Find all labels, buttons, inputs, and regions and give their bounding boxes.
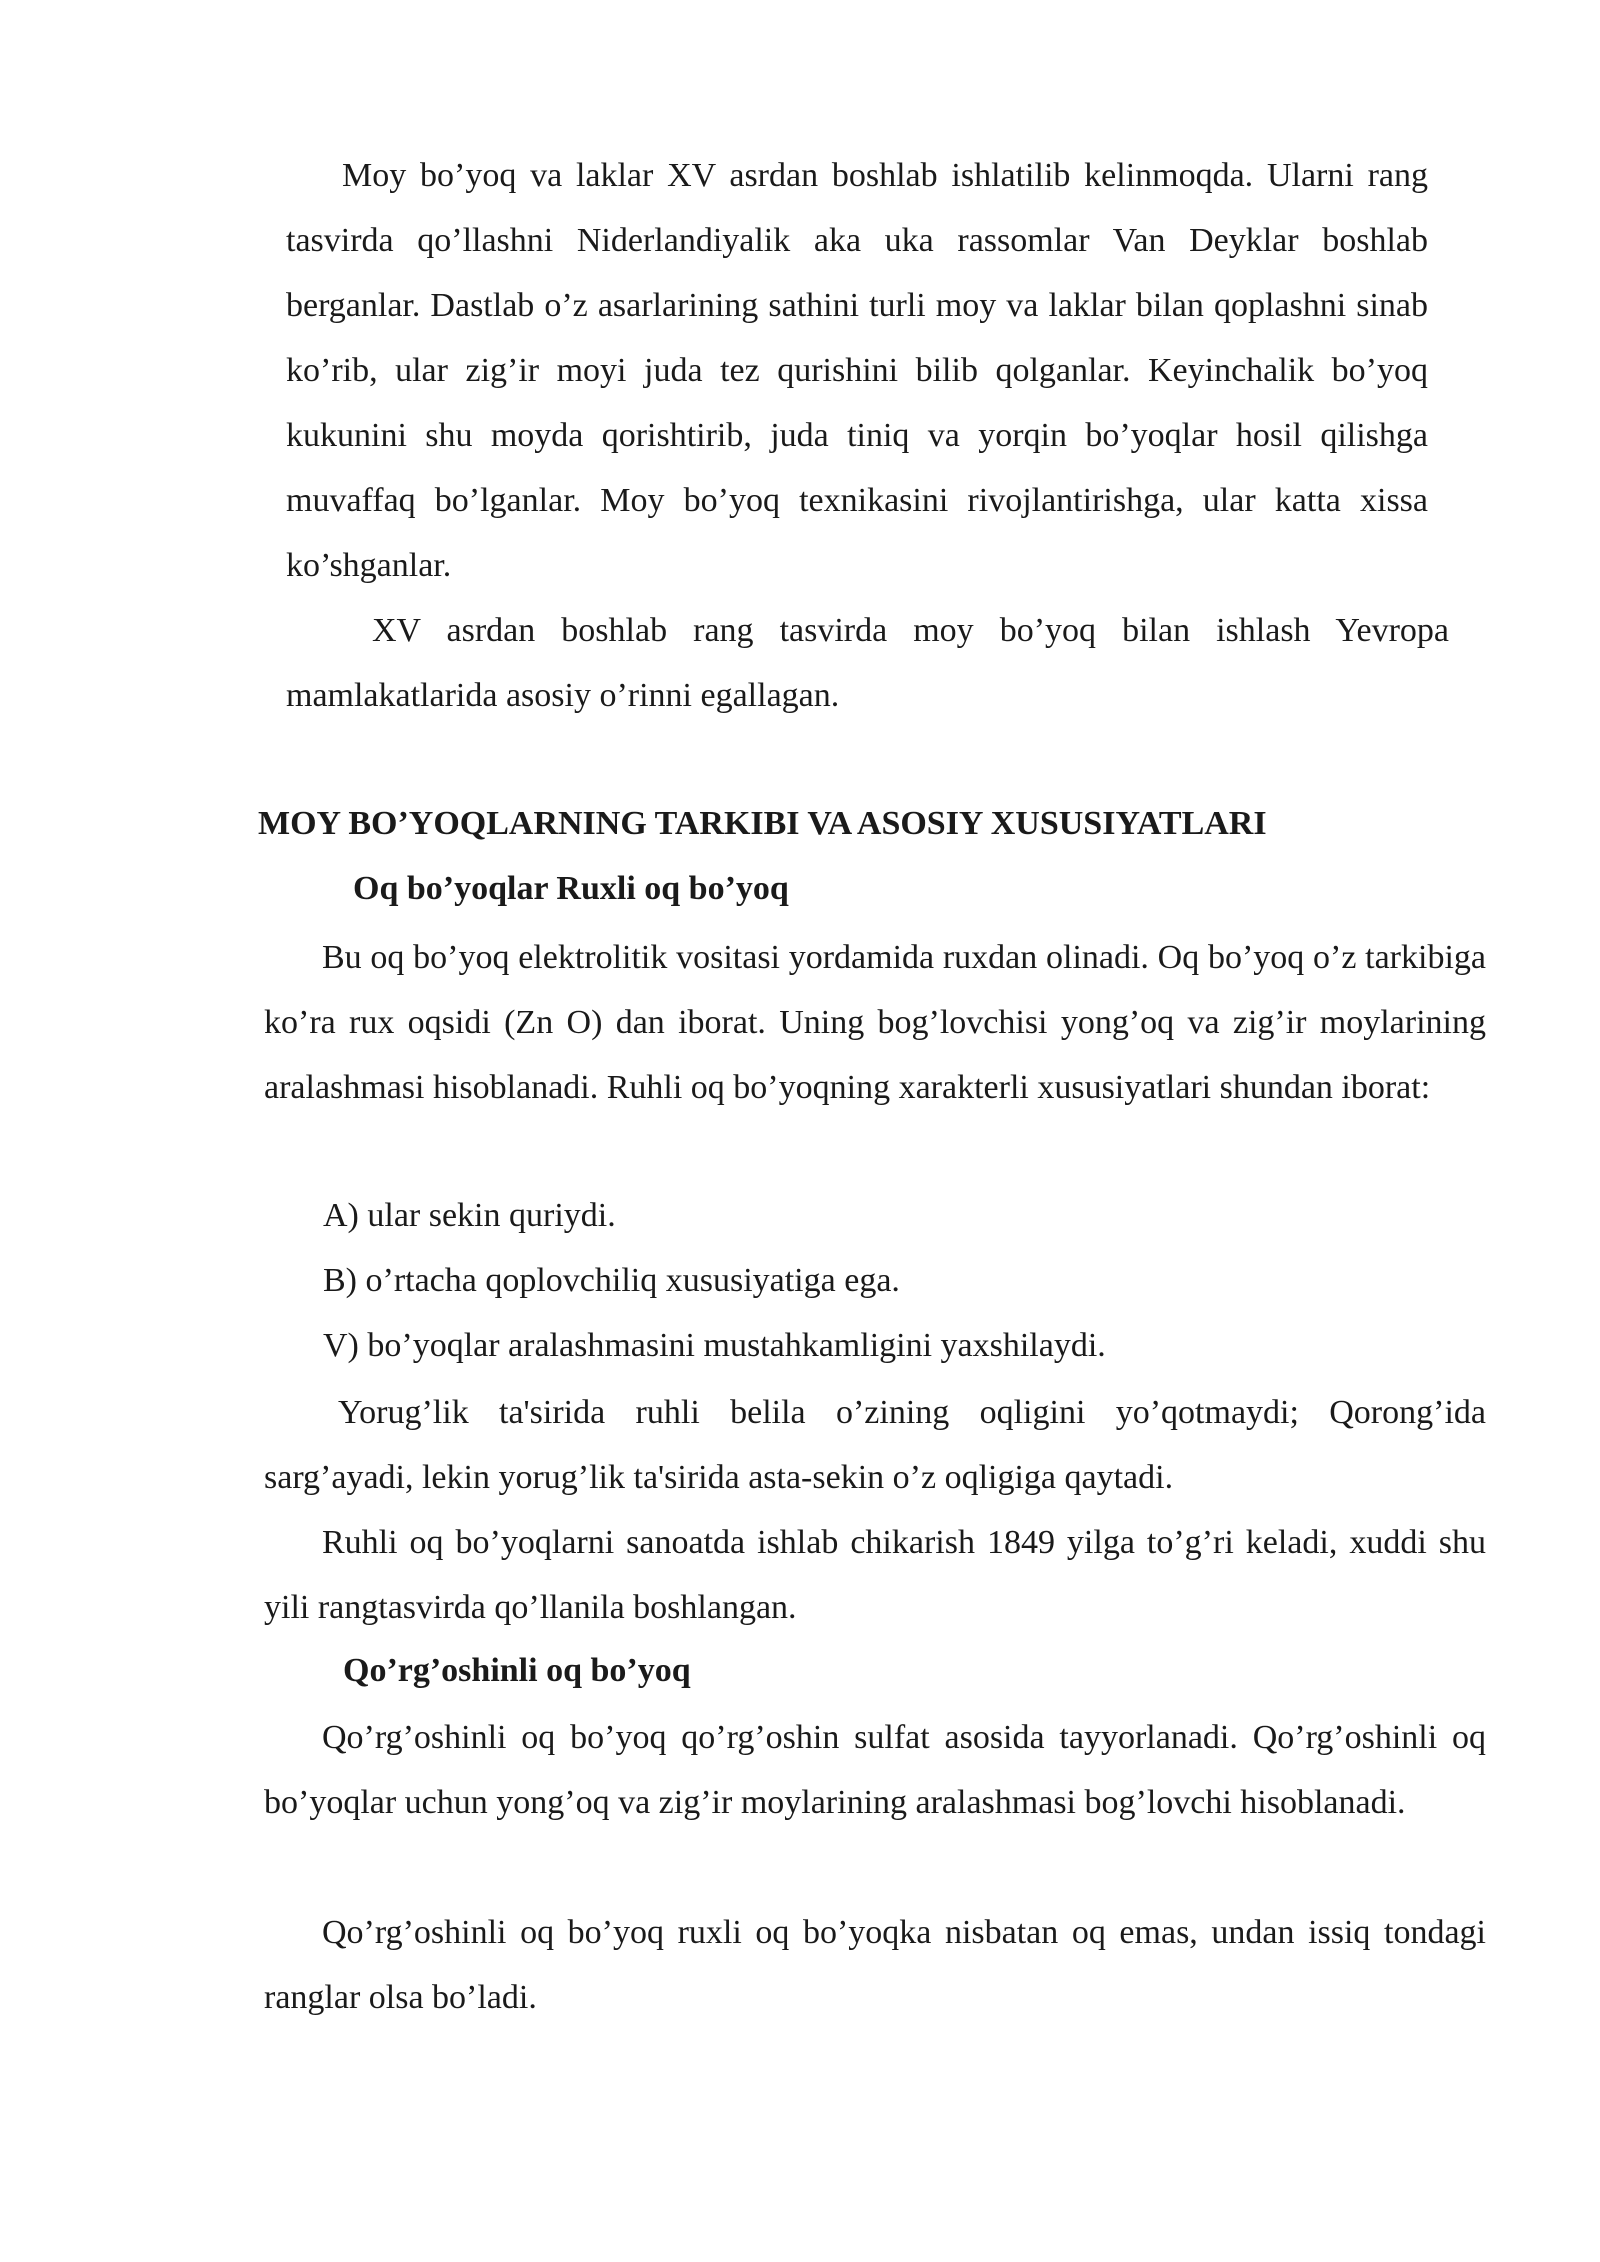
intro-paragraph-2: XV asrdan boshlab rang tasvirda moy bo’yoq bilan ishlash Yevropa mamlakatlarida asosiy o’rinni egallagan. <box>286 612 1449 714</box>
intro-paragraph: Moy bo’yoq va laklar XV asrdan boshlab ishlatilib kelinmoqda. Ularni rang tasvirda qo’llashni Niderlandiyalik aka uka rassomlar Van Deyklar boshlab berganlar. Dastlab o’z asarlarining sathini turli moy va laklar bilan qoplashni sinab ko’rib, ular zig’ir moyi juda tez qurishini bilib qolganlar. Keyinchalik bo’yoq kukunini shu moyda qorishtirib, juda tiniq va yorqin bo’yoqlar hosil qilishga muvaffaq bo’lganlar. Moy bo’yoq texnikasini rivojlantirishga, ular katta xissa ko’shganlar. <box>286 157 1428 584</box>
zinc-white-light-paragraph: Yorug’lik ta'sirida ruhli belila o’zining oqligini yo’qotmaydi; Qorong’ida sarg’ayadi, lekin yorug’lik ta'sirida asta-sekin o’z oqligiga qaytadi. <box>264 1394 1486 1496</box>
lead-white-paragraph: Qo’rg’oshinli oq bo’yoq qo’rg’oshin sulfat asosida tayyorlanadi. Qo’rg’oshinli oq bo’yoqlar uchun yong’oq va zig’ir moylarining aralashmasi bog’lovchi hisoblanadi. <box>264 1719 1486 1821</box>
list-item: A) ular sekin quriydi. <box>323 1197 616 1234</box>
list-item: V) bo’yoqlar aralashmasini mustahkamligini yaxshilaydi. <box>323 1327 1106 1364</box>
subheading-zinc-white: Oq bo’yoqlar Ruxli oq bo’yoq <box>353 870 789 907</box>
subheading-lead-white: Qo’rg’oshinli oq bo’yoq <box>343 1652 691 1689</box>
list-item: B) o’rtacha qoplovchiliq xususiyatiga ega. <box>323 1262 900 1299</box>
section-heading: MOY BO’YOQLARNING TARKIBI VA ASOSIY XUSUSIYATLARI <box>258 805 1267 842</box>
lead-white-comparison-paragraph: Qo’rg’oshinli oq bo’yoq ruxli oq bo’yoqka nisbatan oq emas, undan issiq tondagi ranglar olsa bo’ladi. <box>264 1914 1486 2016</box>
zinc-white-production-paragraph: Ruhli oq bo’yoqlarni sanoatda ishlab chikarish 1849 yilga to’g’ri keladi, xuddi shu yili rangtasvirda qo’llanila boshlangan. <box>264 1524 1486 1626</box>
zinc-white-paragraph: Bu oq bo’yoq elektrolitik vositasi yordamida ruxdan olinadi. Oq bo’yoq o’z tarkibiga ko’ra rux oqsidi (Zn O) dan iborat. Uning bog’lovchisi yong’oq va zig’ir moylarining aralashmasi hisoblanadi. Ruhli oq bo’yoqning xarakterli xususiyatlari shundan iborat: <box>264 939 1486 1106</box>
